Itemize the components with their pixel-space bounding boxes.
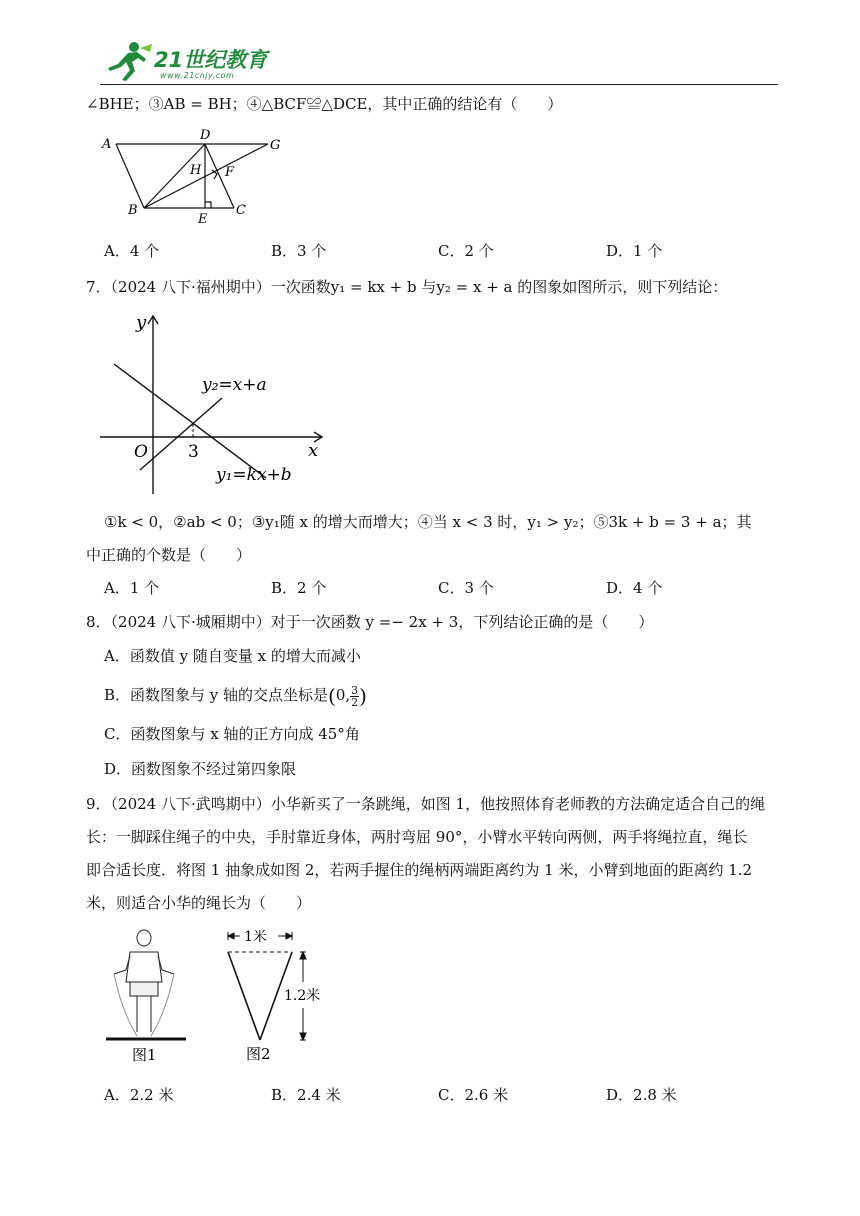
q9-line3: 即合适长度．将图 1 抽象成如图 2，若两手握住的绳柄两端距离约为 1 米，小臂到地面的距离约 1.2 xyxy=(86,861,753,879)
q7-option-d: D．4 个 xyxy=(606,579,663,597)
q7-stem: 7．（2024 八下·福州期中）一次函数y₁ = kx + b 与y₂ = x + a 的图象如图所示，则下列结论： xyxy=(86,278,728,296)
q9-figure1 xyxy=(104,922,194,1072)
q9-figure2-height-label: 1.2米 xyxy=(284,988,321,1004)
q9-line4: 米，则适合小华的绳长为（ ） xyxy=(86,894,312,912)
header-rule xyxy=(100,84,778,85)
q7-statements-line1: ①k < 0，②ab < 0；③y₁随 x 的增大而增大；④当 x < 3 时，y₁ > y₂；⑤3k + b = 3 + a；其 xyxy=(104,513,752,531)
q8-option-c: C．函数图象与 x 轴的正方向成 45°角 xyxy=(104,725,360,743)
q7-graph xyxy=(96,310,336,500)
header-logo xyxy=(104,40,284,84)
q6-option-d: D．1 个 xyxy=(606,242,663,260)
q8-option-b-text: B．函数图象与 y 轴的交点坐标是 xyxy=(104,686,329,704)
runner-logo-icon xyxy=(104,40,154,82)
q7-origin-label: O xyxy=(134,442,148,462)
q7-y-axis-label: y xyxy=(136,312,147,333)
q9-option-a: A．2.2 米 xyxy=(104,1086,174,1104)
q6-label-c: C xyxy=(236,203,246,218)
q6-option-c: C．2 个 xyxy=(438,242,494,260)
q6-label-h: H xyxy=(190,163,202,178)
q6-label-e: E xyxy=(198,212,208,227)
q6-option-a: A．4 个 xyxy=(104,242,160,260)
q8-option-d: D．函数图象不经过第四象限 xyxy=(104,760,297,778)
q6-label-a: A xyxy=(102,137,112,152)
q6-figure xyxy=(98,128,298,228)
q9-figure2-width-label: 1米 xyxy=(244,930,267,945)
q8-option-b: B．函数图象与 y 轴的交点坐标是(0, $\frac{3}{2}$ ) xyxy=(104,683,367,709)
q7-line-y1-label: y₁=kx+b xyxy=(216,465,292,485)
q7-statements-line2: 中正确的个数是（ ） xyxy=(86,546,252,564)
q9-figure2-caption: 图2 xyxy=(246,1045,271,1063)
q9-option-b: B．2.4 米 xyxy=(271,1086,341,1104)
q9-figure2 xyxy=(220,930,340,1080)
q9-line1: 9．（2024 八下·武鸣期中）小华新买了一条跳绳，如图 1，他按照体育老师教的方法确定适合自己的绳 xyxy=(86,795,766,813)
q8-option-b-fraction: $\frac{3}{2}$ xyxy=(351,683,359,709)
q7-option-a: A．1 个 xyxy=(104,579,160,597)
q9-option-d: D．2.8 米 xyxy=(606,1086,677,1104)
q7-line-y2-label: y₂=x+a xyxy=(202,375,267,395)
q9-option-c: C．2.6 米 xyxy=(438,1086,509,1104)
q7-option-c: C．3 个 xyxy=(438,579,494,597)
q7-tick-3: 3 xyxy=(188,442,199,462)
q7-x-axis-label: x xyxy=(308,440,319,461)
q6-option-b: B．3 个 xyxy=(271,242,327,260)
q8-option-a: A．函数值 y 随自变量 x 的增大而减小 xyxy=(104,647,361,665)
q8-stem: 8．（2024 八下·城厢期中）对于一次函数 y =− 2x + 3，下列结论正确的是（ ） xyxy=(86,613,654,631)
logo-title: 21世纪教育 xyxy=(154,48,268,72)
q6-tail-text: ∠BHE；③AB = BH；④△BCF≌△DCE，其中正确的结论有（ ） xyxy=(86,95,563,113)
q6-label-f: F xyxy=(225,165,235,180)
q6-label-b: B xyxy=(128,203,138,218)
q9-figure1-caption: 图1 xyxy=(132,1046,157,1064)
q9-line2: 长：一脚踩住绳子的中央，手肘靠近身体，两肘弯屈 90°，小臂水平转向两侧，两手将绳拉直，绳长 xyxy=(86,828,748,846)
logo-url: www.21cnjy.com xyxy=(160,71,235,80)
q6-label-g: G xyxy=(270,138,281,153)
q6-label-d: D xyxy=(200,128,211,143)
q7-option-b: B．2 个 xyxy=(271,579,327,597)
q8-option-b-coord: 0, xyxy=(335,686,351,704)
